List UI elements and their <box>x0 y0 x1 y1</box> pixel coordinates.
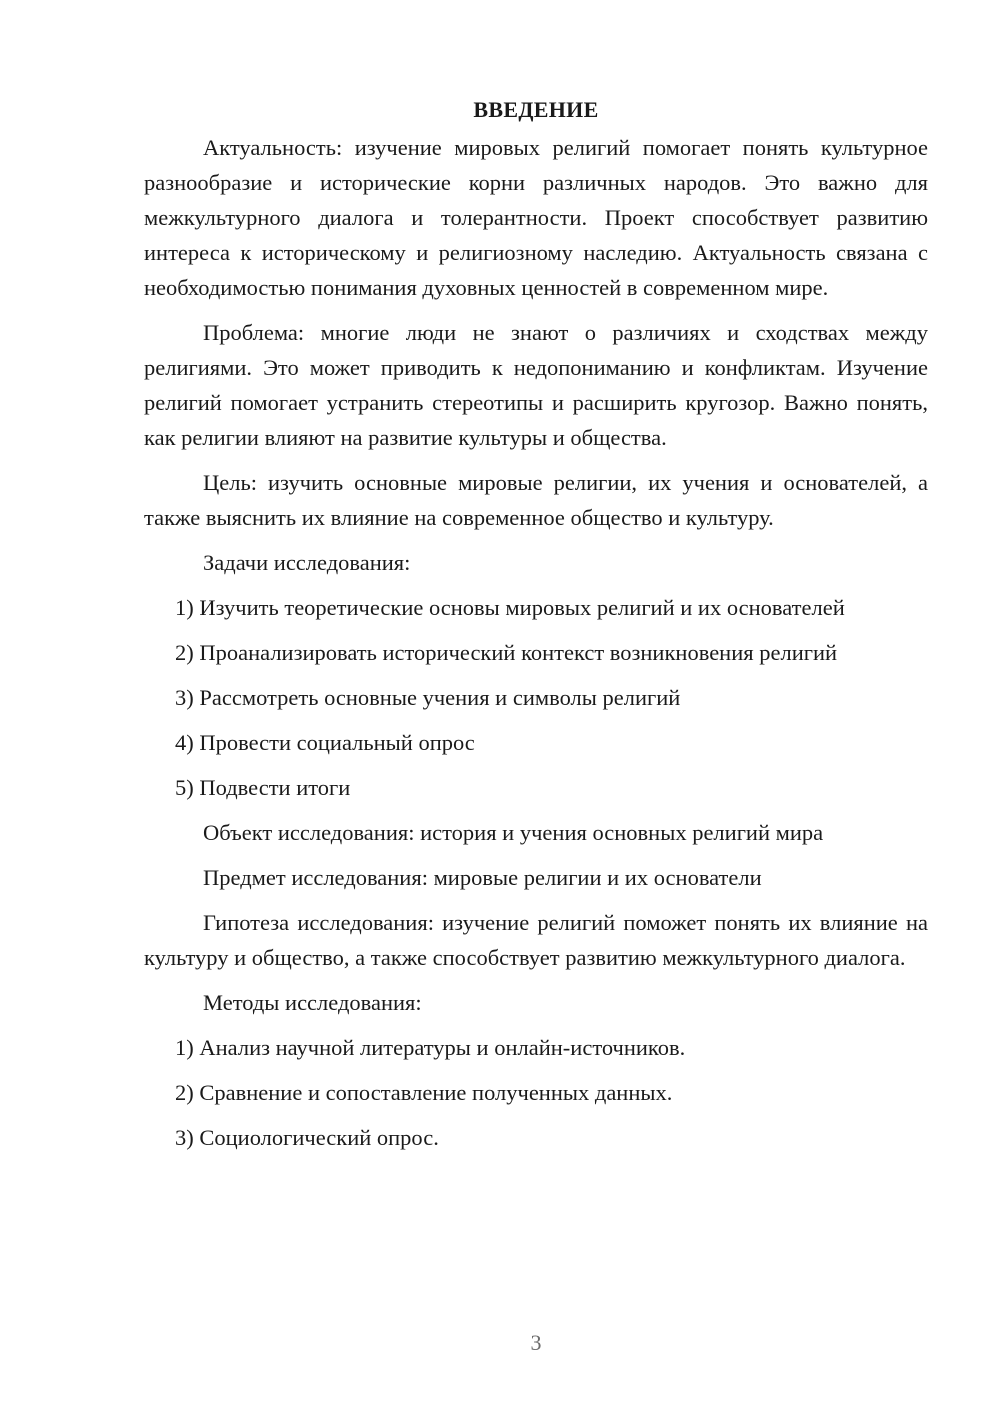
task-item: 3) Рассмотреть основные учения и символы религий <box>175 685 681 710</box>
method-item: 1) Анализ научной литературы и онлайн-источников. <box>175 1035 686 1060</box>
method-item: 2) Сравнение и сопоставление полученных данных. <box>175 1080 673 1105</box>
section-title: ВВЕДЕНИЕ <box>473 97 599 122</box>
task-item: 2) Проанализировать исторический контекст возникновения религий <box>175 640 838 665</box>
task-item: 4) Провести социальный опрос <box>175 730 475 755</box>
method-item: 3) Социологический опрос. <box>175 1125 439 1150</box>
task-item: 1) Изучить теоретические основы мировых религий и их основателей <box>175 595 845 620</box>
goal-paragraph: Цель: изучить основные мировые религии, их учения и основателей, а также выяснить их влияние на современное общество и культуру. <box>144 470 928 530</box>
tasks-list <box>144 590 928 805</box>
relevance-paragraph: Актуальность: изучение мировых религий помогает понять культурное разнообразие и исторические корни различных народов. Это важно для межкультурного диалога и толерантности. Проект способствует развитию интереса к историческому и религиозному наследию. Актуальность связана с необходимостью понимания духовных ценностей в современном мире. <box>144 135 928 300</box>
hypothesis-paragraph: Гипотеза исследования: изучение религий поможет понять их влияние на культуру и общество, а также способствует развитию межкультурного диалога. <box>144 910 928 970</box>
page-number: 3 <box>530 1330 542 1355</box>
page-content <box>144 90 928 1165</box>
object-line: Объект исследования: история и учения основных религий мира <box>203 820 824 845</box>
subject-line: Предмет исследования: мировые религии и их основатели <box>203 865 762 890</box>
tasks-heading: Задачи исследования: <box>203 550 411 575</box>
task-item: 5) Подвести итоги <box>175 775 351 800</box>
methods-heading: Методы исследования: <box>203 990 422 1015</box>
problem-paragraph: Проблема: многие люди не знают о различиях и сходствах между религиями. Это может приводить к недопониманию и конфликтам. Изучение религий помогает устранить стереотипы и расширить кругозор. Важно понять, как религии влияют на развитие культуры и общества. <box>144 320 928 450</box>
methods-list <box>144 1030 928 1155</box>
